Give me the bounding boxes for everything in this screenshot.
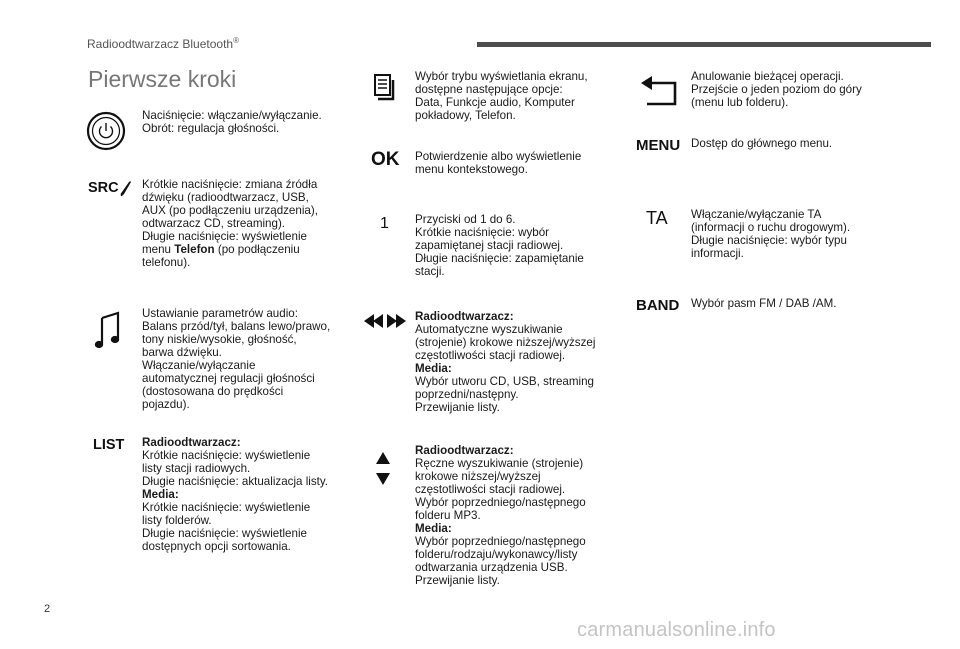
tune-description: Radioodtwarzacz: Ręczne wyszukiwanie (strojenie) krokowe niższej/wyższej częstotliwości stacji radiowej. Wybór poprzedniego/następnego folderu MP3. Media: Wybór poprzedniego/następnego folderu/rodzaju/wykonawcy/listy odtwarzania urządzenia USB. Przewijanie listy. [415,444,586,587]
page-title: Pierwsze kroki [88,66,237,92]
display-mode-icon [372,72,398,102]
ok-description: Potwierdzenie albo wyświetlenie menu kontekstowego. [415,150,582,176]
seek-description: Radioodtwarzacz: Automatyczne wyszukiwanie (strojenie) krokowe niższej/wyższej częstotliwości stacji radiowej. Media: Wybór utworu CD, USB, streaming poprzedni/następny. Przewijanie listy. [415,310,596,414]
watermark: carmanualsonline.info [577,619,776,641]
section-title: Radioodtwarzacz Bluetooth [87,37,234,51]
header-bar [477,42,931,47]
ta-description: Włączanie/wyłączanie TA (informacji o ruchu drogowym). Długie naciśnięcie: wybór typu informacji. [691,208,851,260]
band-description: Wybór pasm FM / DAB /AM. [691,297,837,310]
menu-description: Dostęp do głównego menu. [691,137,833,150]
display-description: Wybór trybu wyświetlania ekranu, dostępne następujące opcje: Data, Funkcje audio, Komputer pokładowy, Telefon. [415,70,588,122]
menu-button-icon: MENU [636,137,681,154]
seek-arrows-icon [364,313,406,329]
band-button-icon: BAND [636,297,680,314]
page-number: 2 [44,603,51,615]
ta-button-icon: TA [646,208,668,228]
list-description: Radioodtwarzacz: Krótkie naciśnięcie: wyświetlenie listy stacji radiowych. Długie naciśnięcie: aktualizacja listy. Media: Krótkie naciśnięcie: wyświetlenie listy folderów. Długie naciśnięcie: wyświetlenie dostępnych opcji sortowania. [142,436,329,553]
music-note-icon [94,310,122,350]
preset-description: Przyciski od 1 do 6. Krótkie naciśnięcie: wybór zapamiętanej stacji radiowej. Długie naciśnięcie: zapamiętanie stacji. [415,213,584,278]
section-header [87,36,239,51]
ok-button-icon: OK [371,149,400,170]
back-description: Anulowanie bieżącej operacji. Przejście o jeden poziom do góry (menu lub folderu). [691,70,862,109]
up-down-arrows-icon [375,452,391,486]
power-knob-icon [85,110,127,152]
preset-button-icon: 1 [380,215,389,232]
src-button-icon: SRC [88,180,132,198]
back-arrow-icon [641,76,681,110]
power-description: Naciśnięcie: włączanie/wyłączanie. Obrót: regulacja głośności. [142,109,322,135]
src-description: Krótkie naciśnięcie: zmiana źródła dźwięku (radioodtwarzacz, USB, AUX (po podłączeniu urządzenia), odtwarzacz CD, streaming). Długie naciśnięcie: wyświetlenie menu Telefon (po podłączeniu telefonu). [142,178,318,269]
registered-mark: ® [233,36,239,45]
phone-handset-icon [118,180,132,197]
audio-description: Ustawianie parametrów audio: Balans przód/tył, balans lewo/prawo, tony niskie/wysokie, głośność, barwa dźwięku. Włączanie/wyłączanie automatycznej regulacji głośności (dostosowana do prędkości pojazdu). [142,307,331,411]
list-button-icon: LIST [93,437,125,453]
